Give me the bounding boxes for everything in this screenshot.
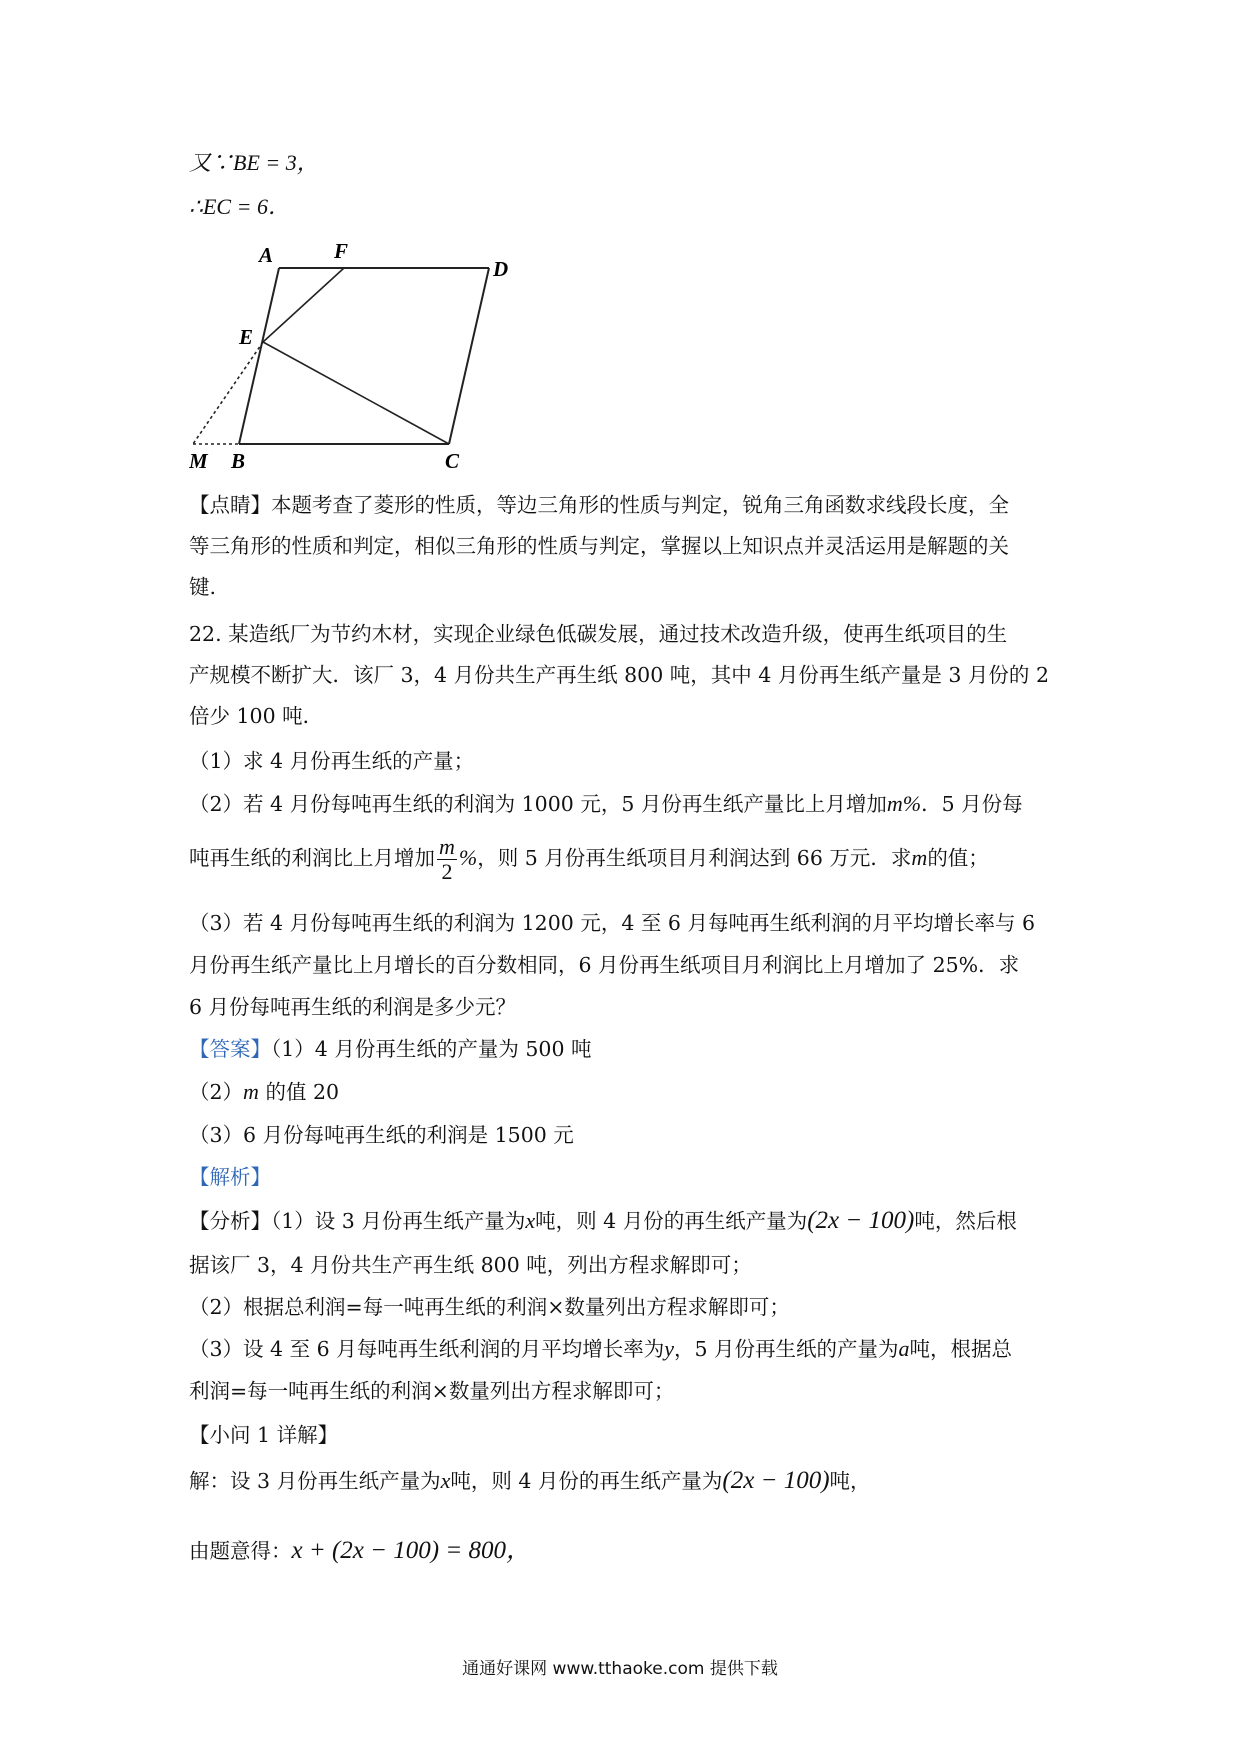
math-y: y	[664, 1336, 674, 1361]
text-run: 【分析】（1）设 3 月份再生纸产量为	[189, 1209, 526, 1233]
label-f: F	[334, 239, 349, 263]
text-run: ．5 月份每	[921, 792, 1023, 816]
sub-question-1: （1）求 4 月份再生纸的产量；	[189, 749, 475, 773]
math-expression: (2x − 100)	[807, 1207, 915, 1234]
text-line: 利润=每一吨再生纸的利润×数量列出方程求解即可；	[189, 1379, 675, 1403]
text-line: 6 月份每吨再生纸的利润是多少元？	[189, 995, 517, 1019]
footer-credit: 通通好课网 www.tthaoke.com 提供下载	[462, 1659, 778, 1679]
math-expression: (2x − 100)	[722, 1467, 830, 1494]
text-line: 倍少 100 吨．	[189, 704, 324, 728]
fraction-m-over-2	[437, 835, 457, 884]
label-b: B	[231, 449, 246, 472]
text-line: 等三角形的性质和判定，相似三角形的性质与判定，掌握以上知识点并灵活运用是解题的关	[189, 534, 1009, 558]
text-line: 据该厂 3，4 月份共生产再生纸 800 吨，列出方程求解即可；	[189, 1253, 752, 1277]
text-run: 解：设 3 月份再生纸产量为	[189, 1469, 441, 1493]
percent-sign: %	[458, 845, 478, 870]
answer-line	[189, 1034, 592, 1064]
fraction-numerator: m	[439, 834, 455, 859]
analysis-tag: 【解析】	[189, 1165, 271, 1189]
text-run: 的值 20	[258, 1080, 340, 1104]
section-heading: 【小问 1 详解】	[189, 1423, 339, 1447]
label-c: C	[445, 449, 460, 472]
analysis-line	[189, 1334, 1012, 1364]
sub-question-2	[189, 789, 1023, 819]
question-22-line: 22. 某造纸厂为节约木材，实现企业绿色低碳发展，通过技术改造升级，使再生纸项目的生	[189, 622, 1008, 646]
text-line: 【点睛】本题考查了菱形的性质，等边三角形的性质与判定，锐角三角函数求线段长度，全	[189, 493, 1009, 517]
solution-line	[189, 1466, 871, 1496]
text-run: （2）若 4 月份每吨再生纸的利润为 1000 元，5 月份再生纸产量比上月增加	[189, 792, 887, 816]
math-m: m	[243, 1079, 259, 1104]
math-m-percent: m%	[886, 791, 922, 816]
text-run: （2）	[189, 1080, 244, 1104]
text-run: 吨，则 4 月份的再生纸产量为	[535, 1209, 808, 1233]
answer-line	[189, 1077, 339, 1107]
analysis-line	[189, 1206, 1017, 1236]
text-line: （2）根据总利润=每一吨再生纸的利润×数量列出方程求解即可；	[189, 1295, 790, 1319]
text-line: 月份再生纸产量比上月增长的百分数相同，6 月份再生纸项目月利润比上月增加了 25%．求	[189, 953, 1020, 977]
math-line: 又∵BE = 3，	[189, 150, 319, 175]
text-run: 吨再生纸的利润比上月增加	[189, 846, 435, 870]
answer-tag: 【答案】	[189, 1037, 271, 1061]
math-x: x	[525, 1208, 536, 1233]
text-line: 键.	[189, 575, 217, 599]
label-m: M	[189, 449, 208, 472]
label-e: E	[239, 325, 254, 349]
segment-em	[193, 342, 263, 444]
answer-3: （3）6 月份每吨再生纸的利润是 1500 元	[189, 1123, 574, 1147]
math-m: m	[911, 845, 928, 870]
text-run: 吨，则 4 月份的再生纸产量为	[450, 1469, 723, 1493]
fraction-denominator: 2	[441, 859, 453, 884]
label-a: A	[259, 243, 274, 267]
text-line	[189, 192, 290, 222]
segment-ec	[263, 342, 449, 444]
math-line: ∴EC = 6．	[189, 194, 290, 219]
text-run: 的值；	[927, 846, 989, 870]
text-line	[189, 148, 319, 178]
math-x: x	[440, 1468, 451, 1493]
segment-dc	[449, 268, 489, 444]
text-line: 产规模不断扩大．该厂 3，4 月份共生产再生纸 800 吨，其中 4 月份再生纸产量是 3 月份的 2	[189, 663, 1049, 687]
text-run: （3）设 4 至 6 月每吨再生纸利润的月平均增长率为	[189, 1337, 665, 1361]
answer-1: （1）4 月份再生纸的产量为 500 吨	[271, 1037, 592, 1061]
segment-ef	[263, 268, 344, 342]
math-a: a	[898, 1336, 910, 1361]
equation-line	[189, 1536, 531, 1566]
equation: x + (2x − 100) = 800，	[291, 1537, 531, 1564]
label-d: D	[493, 257, 509, 281]
text-run: 由题意得：	[189, 1539, 292, 1563]
text-run: 吨，根据总	[909, 1337, 1013, 1361]
text-run: ，5 月份再生纸的产量为	[673, 1337, 899, 1361]
text-run: ，则 5 月份再生纸项目月利润达到 66 万元．求	[477, 846, 912, 870]
sub-question-3: （3）若 4 月份每吨再生纸的利润为 1200 元，4 至 6 月每吨再生纸利润的月平均增长率与 6	[189, 911, 1036, 935]
rhombus-figure	[189, 232, 529, 472]
text-run: 吨，然后根	[914, 1209, 1017, 1233]
text-run: 吨，	[829, 1469, 871, 1493]
text-line	[189, 828, 989, 888]
segment-ba	[239, 268, 279, 444]
